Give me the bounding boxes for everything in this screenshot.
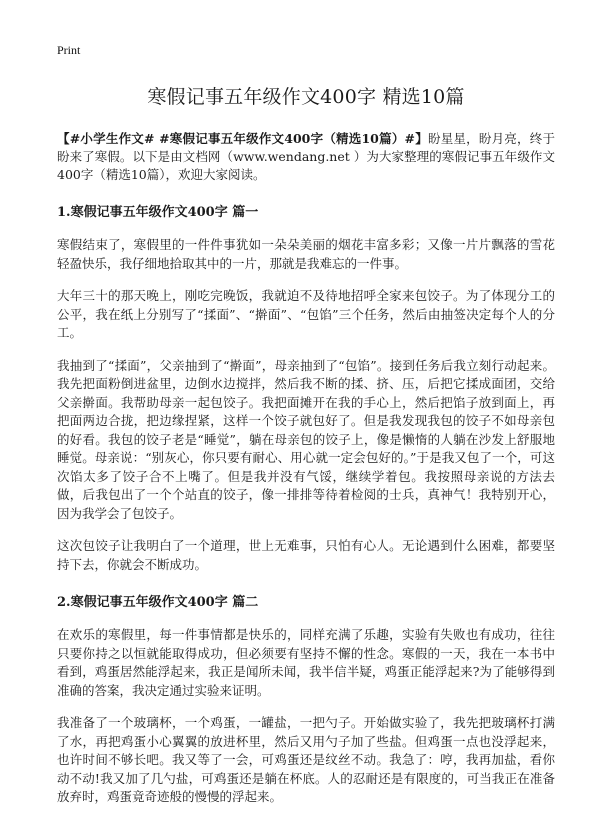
intro-text: 盼星星，盼月亮，终于盼来了寒假。以下是由文档网（www.wendang.net ）为大家整理的寒假记事五年级作文400字（精选10篇），欢迎大家阅读。 [57, 131, 555, 182]
section-1-paragraph-1: 寒假结束了，寒假里的一件件事犹如一朵朵美丽的烟花丰富多彩；又像一片片飘落的雪花轻盈快乐，我仔细地拾取其中的一片，那就是我难忘的一件事。 [57, 237, 555, 271]
section-1-paragraph-3: 我抽到了“揉面”，父亲抽到了“擀面”，母亲抽到了“包馅”。接到任务后我立刻行动起来。我先把面粉倒进盆里，边倒水边搅拌，然后我不断的揉、挤、压，后把它揉成面团，交给父亲擀面。我帮助母亲一起包饺子。我把面摊开在我的手心上，然后把馅子放到面上，再把面两边合拢，把边缘捏紧，这样一个饺子就包好了。但是我发现我包的饺子不如母亲包的好看。我包的饺子老是“睡觉”，躺在母亲包的饺子上，像是懒惰的人躺在沙发上舒服地睡觉。母亲说：“别灰心，你只要有耐心、用心就一定会包好的。”于是我又包了一个，可这次馅太多了饺子合不上嘴了。但是我并没有气馁，继续学着包。我按照母亲说的方法去做，后我包出了一个个站直的饺子，像一排排等待着检阅的士兵，真神气！我特别开心，因为我学会了包饺子。 [57, 357, 555, 521]
section-2-paragraph-1: 在欢乐的寒假里，每一件事情都是快乐的，同样充满了乐趣，实验有失败也有成功，往往只要你持之以恒就能取得成功，但必须要有坚持不懈的性念。寒假的一天，我在一本书中看到，鸡蛋居然能浮起来，我正是闻所未闻，我半信半疑，鸡蛋正能浮起来?为了能够得到准确的答案，我决定通过实验来证明。 [57, 627, 555, 698]
section-heading-2: 2.寒假记事五年级作文400字 篇二 [57, 595, 259, 610]
intro-paragraph [57, 130, 555, 184]
print-link[interactable]: Print [57, 43, 81, 57]
section-heading-1: 1.寒假记事五年级作文400字 篇一 [57, 205, 259, 220]
section-2-paragraph-2: 我准备了一个玻璃杯，一个鸡蛋，一罐盐，一把勺子。开始做实验了，我先把玻璃杯打满了水，再把鸡蛋小心翼翼的放进杯里，然后又用勺子加了些盐。但鸡蛋一点也没浮起来，也许时间不够长吧。我又等了一会，可鸡蛋还是纹丝不动。我急了：哼，我再加盐，看你动不动!我又加了几勺盐，可鸡蛋还是躺在杯底。人的忍耐还是有限度的，可当我正在准备放弃时，鸡蛋竟奇迹般的慢慢的浮起来。 [57, 715, 555, 804]
section-1-paragraph-2: 大年三十的那天晚上，刚吃完晚饭，我就迫不及待地招呼全家来包饺子。为了体现分工的公平，我在纸上分别写了“揉面”、“擀面”、“包馅”三个任务，然后由抽签决定每个人的分工。 [57, 288, 555, 340]
intro-tag: 【#小学生作文# #寒假记事五年级作文400字（精选10篇）#】 [57, 131, 428, 146]
document-title: 寒假记事五年级作文400字 精选10篇 [147, 86, 465, 108]
section-1-paragraph-4: 这次包饺子让我明白了一个道理，世上无难事，只怕有心人。无论遇到什么困难，都要坚持下去，你就会不断成功。 [57, 538, 555, 572]
